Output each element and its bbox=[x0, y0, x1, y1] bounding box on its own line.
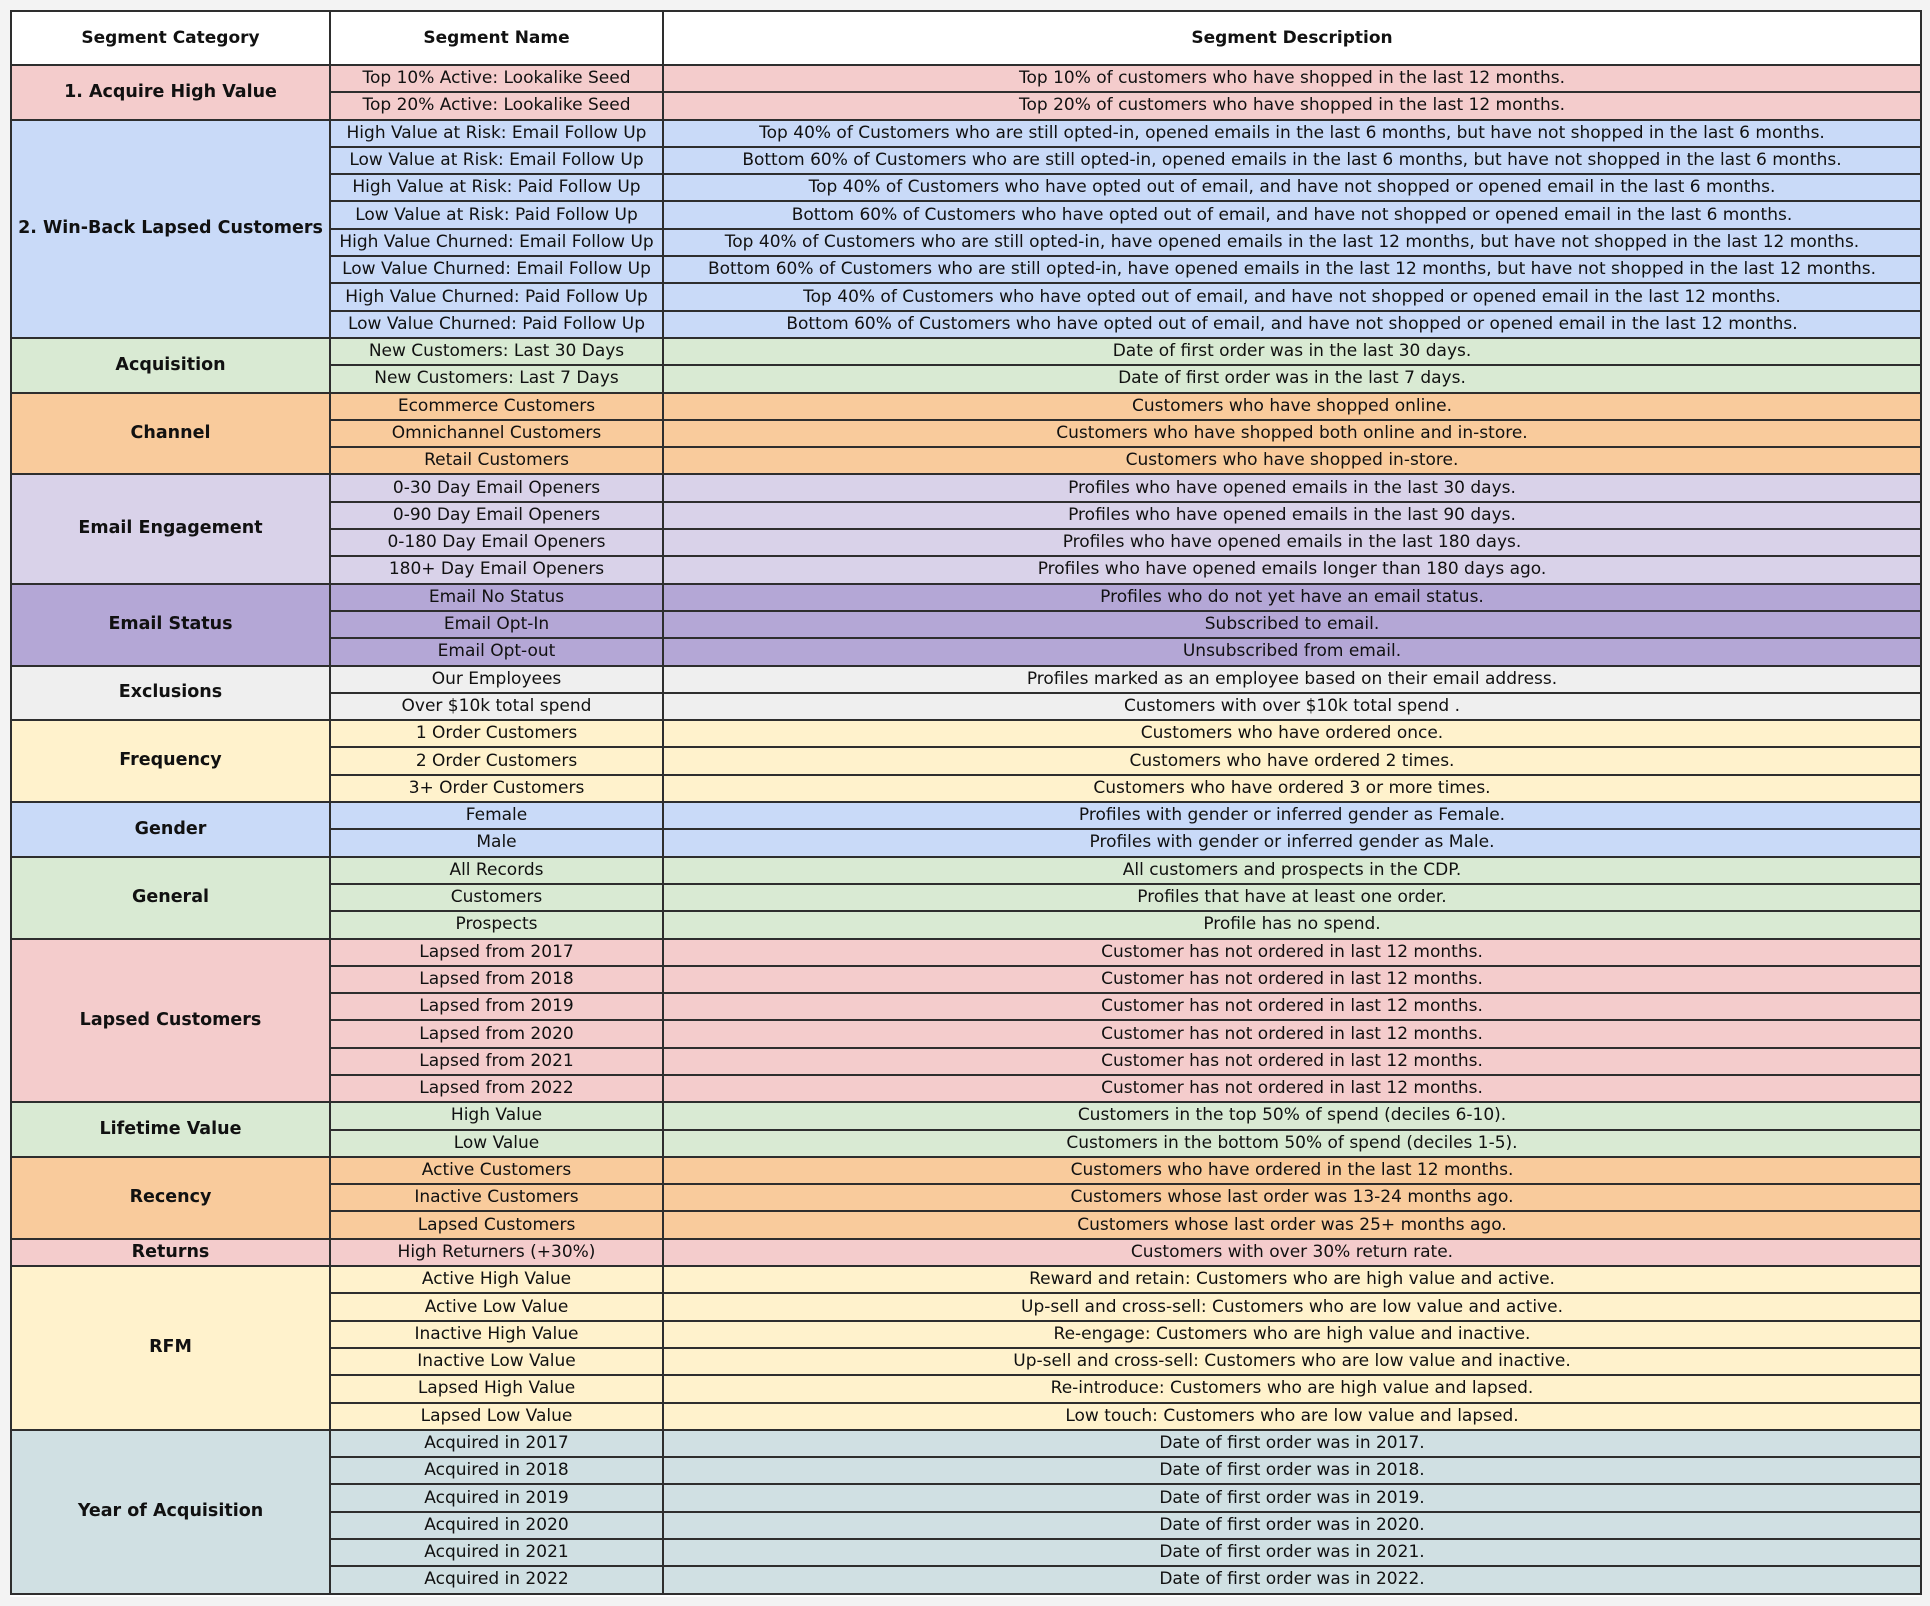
header-row bbox=[11, 11, 1921, 65]
header-segment-category: Segment Category bbox=[11, 11, 330, 65]
segment-name-cell: Inactive Customers bbox=[330, 1184, 663, 1211]
segment-description-cell: Date of first order was in 2021. bbox=[663, 1539, 1921, 1566]
segment-name-cell: Lapsed Customers bbox=[330, 1211, 663, 1238]
segment-category-cell: Channel bbox=[11, 393, 330, 475]
segment-description-cell: Date of first order was in 2019. bbox=[663, 1484, 1921, 1511]
segment-description-cell: Top 40% of Customers who are still opted-in, opened emails in the last 6 months, but have not shopped in the last 6 months. bbox=[663, 120, 1921, 147]
segment-name-cell: Active High Value bbox=[330, 1266, 663, 1293]
segment-description-cell: Customers with over 30% return rate. bbox=[663, 1239, 1921, 1266]
segment-category-cell: Recency bbox=[11, 1157, 330, 1239]
segment-sheet bbox=[10, 10, 1920, 1597]
segment-description-cell: Customers whose last order was 25+ months ago. bbox=[663, 1211, 1921, 1238]
segment-description-cell: Customer has not ordered in last 12 months. bbox=[663, 966, 1921, 993]
segment-description-cell: Customers with over $10k total spend . bbox=[663, 693, 1921, 720]
segment-description-cell: Re-introduce: Customers who are high value and lapsed. bbox=[663, 1375, 1921, 1402]
segment-name-cell: 1 Order Customers bbox=[330, 720, 663, 747]
segment-description-cell: Up-sell and cross-sell: Customers who are low value and inactive. bbox=[663, 1348, 1921, 1375]
segment-description-cell: Customers who have ordered 2 times. bbox=[663, 747, 1921, 774]
segment-name-cell: Low Value at Risk: Paid Follow Up bbox=[330, 201, 663, 228]
segment-name-cell: Low Value Churned: Paid Follow Up bbox=[330, 311, 663, 338]
segment-description-cell: Customers who have ordered in the last 12 months. bbox=[663, 1157, 1921, 1184]
segment-description-cell: Profiles who have opened emails in the last 30 days. bbox=[663, 474, 1921, 501]
segment-name-cell: Inactive High Value bbox=[330, 1321, 663, 1348]
segment-name-cell: Email Opt-out bbox=[330, 638, 663, 665]
segment-name-cell: Top 10% Active: Lookalike Seed bbox=[330, 65, 663, 92]
segment-name-cell: Customers bbox=[330, 884, 663, 911]
segment-category-cell: Email Status bbox=[11, 584, 330, 666]
table-row bbox=[11, 1430, 1921, 1457]
segment-description-cell: Profiles marked as an employee based on their email address. bbox=[663, 666, 1921, 693]
segment-name-cell: Acquired in 2020 bbox=[330, 1512, 663, 1539]
segment-category-cell: Exclusions bbox=[11, 666, 330, 721]
segment-category-cell: Email Engagement bbox=[11, 474, 330, 583]
segment-description-cell: All customers and prospects in the CDP. bbox=[663, 857, 1921, 884]
segment-name-cell: Acquired in 2019 bbox=[330, 1484, 663, 1511]
segment-description-cell: Customers who have ordered 3 or more times. bbox=[663, 775, 1921, 802]
segment-category-cell: Lapsed Customers bbox=[11, 939, 330, 1103]
segment-name-cell: Email No Status bbox=[330, 584, 663, 611]
table-row bbox=[11, 666, 1921, 693]
segment-name-cell: Our Employees bbox=[330, 666, 663, 693]
segment-description-cell: Subscribed to email. bbox=[663, 611, 1921, 638]
segment-category-cell: Frequency bbox=[11, 720, 330, 802]
segment-name-cell: Low Value Churned: Email Follow Up bbox=[330, 256, 663, 283]
segment-name-cell: Lapsed from 2020 bbox=[330, 1020, 663, 1047]
segment-description-cell: Profiles who do not yet have an email status. bbox=[663, 584, 1921, 611]
segment-description-cell: Top 40% of Customers who have opted out of email, and have not shopped or opened email in the last 6 months. bbox=[663, 174, 1921, 201]
segment-name-cell: Active Low Value bbox=[330, 1293, 663, 1320]
segment-description-cell: Date of first order was in 2022. bbox=[663, 1566, 1921, 1593]
segment-category-cell: RFM bbox=[11, 1266, 330, 1430]
table-row bbox=[11, 1157, 1921, 1184]
segment-name-cell: High Returners (+30%) bbox=[330, 1239, 663, 1266]
segment-category-cell: Lifetime Value bbox=[11, 1102, 330, 1157]
segment-name-cell: Top 20% Active: Lookalike Seed bbox=[330, 92, 663, 119]
segment-name-cell: Inactive Low Value bbox=[330, 1348, 663, 1375]
segment-name-cell: Lapsed from 2021 bbox=[330, 1048, 663, 1075]
segment-name-cell: Lapsed from 2017 bbox=[330, 939, 663, 966]
segment-description-cell: Reward and retain: Customers who are high value and active. bbox=[663, 1266, 1921, 1293]
segment-table-body bbox=[11, 65, 1921, 1594]
table-row bbox=[11, 338, 1921, 365]
segment-description-cell: Customers in the top 50% of spend (deciles 6-10). bbox=[663, 1102, 1921, 1129]
segment-description-cell: Unsubscribed from email. bbox=[663, 638, 1921, 665]
segment-name-cell: Acquired in 2018 bbox=[330, 1457, 663, 1484]
segment-category-cell: Acquisition bbox=[11, 338, 330, 393]
segment-description-cell: Profiles with gender or inferred gender as Female. bbox=[663, 802, 1921, 829]
table-row bbox=[11, 857, 1921, 884]
segment-description-cell: Profiles that have at least one order. bbox=[663, 884, 1921, 911]
segment-name-cell: Lapsed High Value bbox=[330, 1375, 663, 1402]
segment-name-cell: All Records bbox=[330, 857, 663, 884]
segment-category-cell: 2. Win-Back Lapsed Customers bbox=[11, 120, 330, 338]
segment-description-cell: Customers who have shopped both online and in-store. bbox=[663, 420, 1921, 447]
table-row bbox=[11, 939, 1921, 966]
segment-description-cell: Bottom 60% of Customers who have opted out of email, and have not shopped or opened email in the last 12 months. bbox=[663, 311, 1921, 338]
segment-description-cell: Up-sell and cross-sell: Customers who are low value and active. bbox=[663, 1293, 1921, 1320]
segment-description-cell: Customers in the bottom 50% of spend (deciles 1-5). bbox=[663, 1130, 1921, 1157]
segment-description-cell: Customer has not ordered in last 12 months. bbox=[663, 939, 1921, 966]
segment-description-cell: Customer has not ordered in last 12 months. bbox=[663, 1020, 1921, 1047]
segment-name-cell: High Value at Risk: Paid Follow Up bbox=[330, 174, 663, 201]
table-row bbox=[11, 65, 1921, 92]
segment-category-cell: Year of Acquisition bbox=[11, 1430, 330, 1594]
segment-name-cell: 0-90 Day Email Openers bbox=[330, 502, 663, 529]
segment-name-cell: Lapsed Low Value bbox=[330, 1403, 663, 1430]
segment-name-cell: High Value Churned: Paid Follow Up bbox=[330, 283, 663, 310]
table-row bbox=[11, 584, 1921, 611]
header-segment-description: Segment Description bbox=[663, 11, 1921, 65]
segment-name-cell: High Value Churned: Email Follow Up bbox=[330, 229, 663, 256]
segment-name-cell: Active Customers bbox=[330, 1157, 663, 1184]
table-row bbox=[11, 1102, 1921, 1129]
segment-description-cell: Low touch: Customers who are low value and lapsed. bbox=[663, 1403, 1921, 1430]
segment-description-cell: Profiles who have opened emails longer than 180 days ago. bbox=[663, 556, 1921, 583]
segment-name-cell: 180+ Day Email Openers bbox=[330, 556, 663, 583]
segment-description-cell: Top 20% of customers who have shopped in the last 12 months. bbox=[663, 92, 1921, 119]
segment-description-cell: Bottom 60% of Customers who are still opted-in, have opened emails in the last 12 months, but have not shopped in the last 12 months. bbox=[663, 256, 1921, 283]
segment-description-cell: Date of first order was in 2017. bbox=[663, 1430, 1921, 1457]
segment-name-cell: Acquired in 2021 bbox=[330, 1539, 663, 1566]
table-row bbox=[11, 1266, 1921, 1293]
segment-name-cell: New Customers: Last 30 Days bbox=[330, 338, 663, 365]
segment-name-cell: Male bbox=[330, 829, 663, 856]
segment-name-cell: Prospects bbox=[330, 911, 663, 938]
segment-name-cell: 3+ Order Customers bbox=[330, 775, 663, 802]
segment-name-cell: High Value bbox=[330, 1102, 663, 1129]
segment-table bbox=[10, 10, 1922, 1595]
segment-name-cell: Lapsed from 2019 bbox=[330, 993, 663, 1020]
table-row bbox=[11, 720, 1921, 747]
segment-description-cell: Customers who have shopped online. bbox=[663, 393, 1921, 420]
segment-name-cell: Lapsed from 2018 bbox=[330, 966, 663, 993]
table-row bbox=[11, 1239, 1921, 1266]
segment-name-cell: Low Value bbox=[330, 1130, 663, 1157]
segment-name-cell: Low Value at Risk: Email Follow Up bbox=[330, 147, 663, 174]
segment-name-cell: New Customers: Last 7 Days bbox=[330, 365, 663, 392]
segment-description-cell: Customer has not ordered in last 12 months. bbox=[663, 1075, 1921, 1102]
table-row bbox=[11, 802, 1921, 829]
segment-name-cell: 0-180 Day Email Openers bbox=[330, 529, 663, 556]
segment-description-cell: Top 40% of Customers who are still opted-in, have opened emails in the last 12 months, but have not shopped in the last 12 months. bbox=[663, 229, 1921, 256]
segment-name-cell: Acquired in 2017 bbox=[330, 1430, 663, 1457]
header-segment-name: Segment Name bbox=[330, 11, 663, 65]
segment-name-cell: Email Opt-In bbox=[330, 611, 663, 638]
segment-description-cell: Re-engage: Customers who are high value and inactive. bbox=[663, 1321, 1921, 1348]
segment-description-cell: Top 40% of Customers who have opted out of email, and have not shopped or opened email in the last 12 months. bbox=[663, 283, 1921, 310]
table-row bbox=[11, 120, 1921, 147]
segment-category-cell: General bbox=[11, 857, 330, 939]
segment-category-cell: Gender bbox=[11, 802, 330, 857]
segment-description-cell: Top 10% of customers who have shopped in the last 12 months. bbox=[663, 65, 1921, 92]
segment-category-cell: Returns bbox=[11, 1239, 330, 1266]
segment-description-cell: Bottom 60% of Customers who have opted out of email, and have not shopped or opened email in the last 6 months. bbox=[663, 201, 1921, 228]
segment-description-cell: Date of first order was in 2018. bbox=[663, 1457, 1921, 1484]
table-row bbox=[11, 474, 1921, 501]
segment-description-cell: Customers whose last order was 13-24 months ago. bbox=[663, 1184, 1921, 1211]
segment-name-cell: Lapsed from 2022 bbox=[330, 1075, 663, 1102]
segment-description-cell: Customers who have ordered once. bbox=[663, 720, 1921, 747]
segment-description-cell: Profiles with gender or inferred gender as Male. bbox=[663, 829, 1921, 856]
segment-description-cell: Bottom 60% of Customers who are still opted-in, opened emails in the last 6 months, but have not shopped in the last 6 months. bbox=[663, 147, 1921, 174]
segment-description-cell: Customer has not ordered in last 12 months. bbox=[663, 993, 1921, 1020]
segment-name-cell: 0-30 Day Email Openers bbox=[330, 474, 663, 501]
segment-description-cell: Customer has not ordered in last 12 months. bbox=[663, 1048, 1921, 1075]
segment-name-cell: Acquired in 2022 bbox=[330, 1566, 663, 1593]
segment-name-cell: Over $10k total spend bbox=[330, 693, 663, 720]
segment-name-cell: High Value at Risk: Email Follow Up bbox=[330, 120, 663, 147]
segment-description-cell: Profiles who have opened emails in the last 90 days. bbox=[663, 502, 1921, 529]
segment-description-cell: Profile has no spend. bbox=[663, 911, 1921, 938]
table-row bbox=[11, 393, 1921, 420]
segment-description-cell: Profiles who have opened emails in the last 180 days. bbox=[663, 529, 1921, 556]
segment-name-cell: Ecommerce Customers bbox=[330, 393, 663, 420]
segment-name-cell: Omnichannel Customers bbox=[330, 420, 663, 447]
segment-description-cell: Date of first order was in 2020. bbox=[663, 1512, 1921, 1539]
segment-category-cell: 1. Acquire High Value bbox=[11, 65, 330, 120]
segment-name-cell: Female bbox=[330, 802, 663, 829]
segment-name-cell: 2 Order Customers bbox=[330, 747, 663, 774]
segment-description-cell: Date of first order was in the last 7 days. bbox=[663, 365, 1921, 392]
segment-description-cell: Customers who have shopped in-store. bbox=[663, 447, 1921, 474]
segment-name-cell: Retail Customers bbox=[330, 447, 663, 474]
segment-description-cell: Date of first order was in the last 30 days. bbox=[663, 338, 1921, 365]
